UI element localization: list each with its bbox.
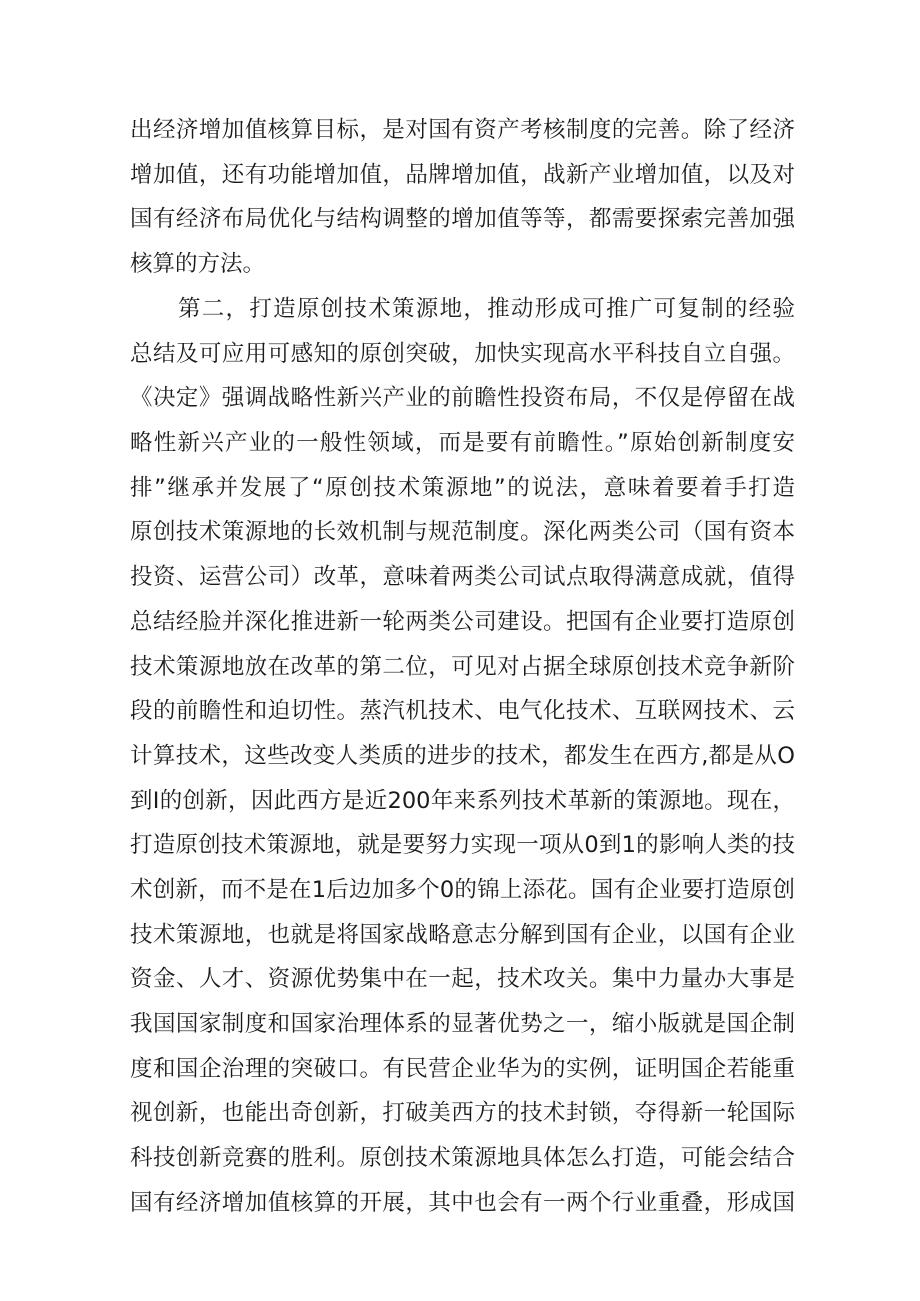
text-line: 核算的方法。 (130, 251, 266, 278)
text-line: 总结经脸并深化推进新一轮两类公司建设。把国有企业要打造原创 (130, 608, 795, 635)
text-line: 我国国家制度和国家治理体系的显著优势之一，缩小版就是国企制 (130, 1011, 795, 1037)
paragraph-2 (130, 287, 795, 1225)
text-line: 增加值，还有功能增加值，品牌增加值，战新产业增加值，以及对 (130, 161, 795, 188)
text-line: 术创新，而不是在1后边加多个0的锦上添花。国有企业要打造原创 (130, 876, 795, 903)
text-line: 投资、运营公司）改革，意味着两类公司试点取得满意成就，值得 (130, 564, 795, 591)
text-line: 原创技术策源地的长效机制与规范制度。深化两类公司（国有资本 (130, 519, 795, 546)
text-line: 打造原创技术策源地，就是要努力实现一项从0到1的影响人类的技 (130, 832, 795, 859)
text-line: 技术策源地，也就是将国家战略意志分解到国有企业，以国有企业 (130, 921, 795, 948)
text-line: 总结及可应用可感知的原创突破，加快实现高水平科技自立自强。 (130, 340, 795, 367)
text-line: 第二，打造原创技术策源地，推动形成可推广可复制的经验 (178, 296, 795, 322)
text-line: 技术策源地放在改革的第二位，可见对占据全球原创技术竞争新阶 (130, 653, 795, 680)
text-line: 视创新，也能出奇创新，打破美西方的技术封锁，夺得新一轮国际 (130, 1100, 795, 1127)
text-line: 度和国企治理的突破口。有民营企业华为的实例，证明国企若能重 (130, 1055, 795, 1082)
text-line: 段的前瞻性和迫切性。蒸汽机技术、电气化技术、互联网技术、云 (130, 698, 795, 725)
text-line: 略性新兴产业的一般性领域，而是要有前瞻性。”原始创新制度安 (130, 430, 795, 457)
text-line: 排”继承并发展了“原创技术策源地”的说法，意味着要着手打造 (130, 474, 795, 501)
text-line: 出经济增加值核算目标，是对国有资产考核制度的完善。除了经济 (130, 117, 795, 143)
text-line: 《决定》强调战略性新兴产业的前瞻性投资布局，不仅是停留在战 (130, 385, 795, 412)
paragraph-1 (130, 108, 795, 287)
text-line: 科技创新竞赛的胜利。原创技术策源地具体怎么打造，可能会结合 (130, 1145, 795, 1172)
text-line: 资金、人才、资源优势集中在一起，技术攻关。集中力量办大事是 (130, 966, 795, 993)
text-line: 到I的创新，因此西方是近200年来系列技术革新的策源地。现在， (130, 787, 795, 814)
text-line: 国有经济布局优化与结构调整的增加值等等，都需要探索完善加强 (130, 206, 795, 233)
text-line: 计算技术，这些改变人类质的进步的技术，都发生在西方,都是从O (130, 742, 795, 769)
text-line: 国有经济增加值核算的开展，其中也会有一两个行业重叠，形成国 (130, 1189, 795, 1216)
